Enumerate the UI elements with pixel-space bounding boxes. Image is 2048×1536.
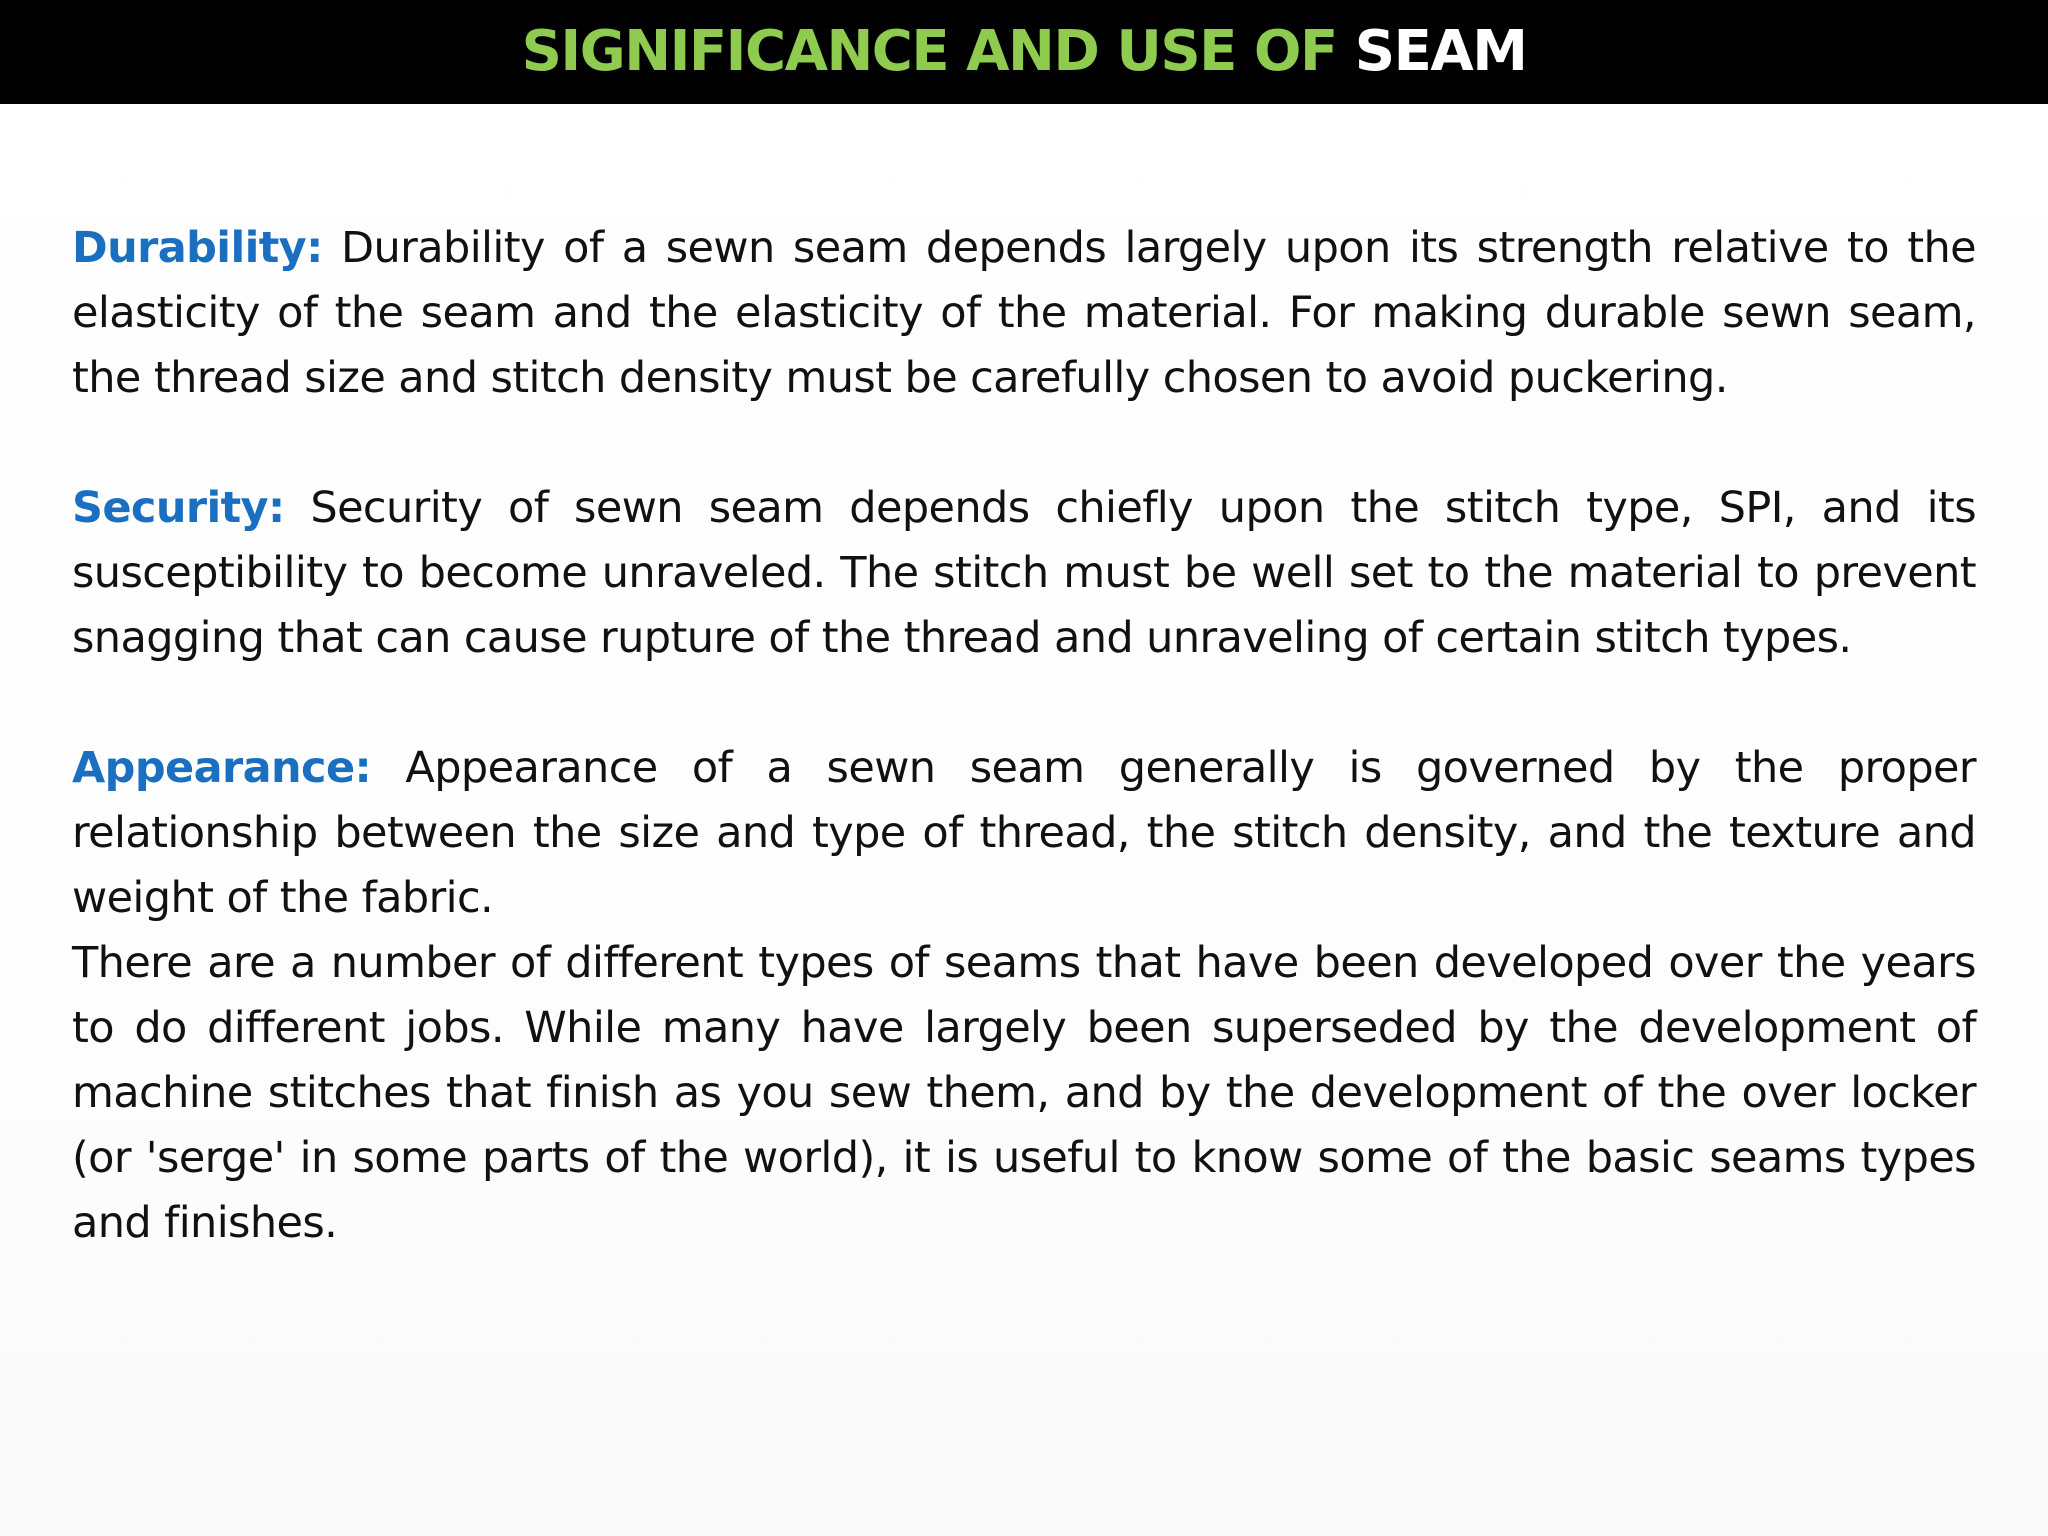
paragraph-appearance bbox=[72, 736, 1976, 931]
slide-title-highlight: SIGNIFICANCE AND USE OF bbox=[521, 19, 1355, 84]
term-security: Security: bbox=[72, 483, 285, 533]
slide-body bbox=[72, 216, 1976, 1256]
slide-title-emphasis: SEAM bbox=[1354, 19, 1527, 84]
term-appearance: Appearance: bbox=[72, 743, 372, 793]
slide-title bbox=[521, 19, 1527, 84]
paragraph-durability bbox=[72, 216, 1976, 411]
paragraph-durability-text: Durability of a sewn seam depends largely upon its strength relative to the elasticity of the seam and the elasticity of the material. For making durable sewn seam, the thread size and stitch density must be carefully chosen to avoid puckering. bbox=[72, 223, 1976, 403]
paragraph-security-text: Security of sewn seam depends chiefly upon the stitch type, SPI, and its susceptibility to become unraveled. The stitch must be well set to the material to prevent snagging that can cause rupture of the thread and unraveling of certain stitch types. bbox=[72, 483, 1976, 663]
term-durability: Durability: bbox=[72, 223, 323, 273]
paragraph-security bbox=[72, 476, 1976, 671]
paragraph-closing: There are a number of different types of seams that have been developed over the years to do different jobs. While many have largely been superseded by the development of machine stitches that finish as you sew them, and by the development of the over locker (or 'serge' in some parts of the world), it is useful to know some of the basic seams types and finishes. bbox=[72, 938, 1976, 1248]
title-bar bbox=[0, 0, 2048, 104]
paragraph-appearance-text: Appearance of a sewn seam generally is governed by the proper relationship between the size and type of thread, the stitch density, and the texture and weight of the fabric. bbox=[72, 743, 1976, 923]
